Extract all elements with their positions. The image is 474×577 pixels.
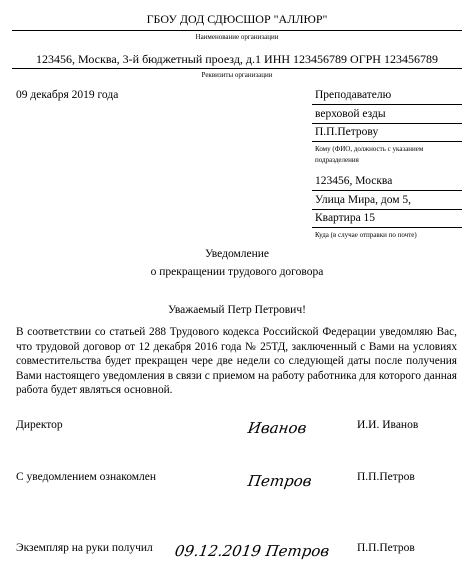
- recipient-position-line2: верховой езды: [315, 108, 386, 120]
- divider-line: [312, 104, 462, 105]
- signature-label-director: Директор: [16, 419, 63, 431]
- recipient-name: П.П.Петрову: [315, 126, 379, 138]
- divider-line: [12, 68, 462, 69]
- recipient-position-line1: Преподавателю: [315, 89, 392, 101]
- document-subtitle: о прекращении трудового договора: [150, 266, 324, 278]
- divider-line: [312, 227, 462, 228]
- organization-name-caption: Наименование организации: [195, 33, 279, 41]
- signature-label-acknowledged: С уведомлением ознакомлен: [16, 471, 157, 483]
- divider-line: [312, 123, 462, 124]
- requisites-caption: Реквизиты организации: [201, 71, 273, 79]
- recipient-caption-line2: подразделения: [315, 156, 359, 164]
- recipient-address-line1: 123456, Москва: [315, 175, 393, 187]
- address-caption: Куда (в случае отправки по почте): [315, 231, 417, 239]
- signatory-name-copy-received: П.П.Петров: [357, 542, 415, 554]
- document-title: Уведомление: [204, 248, 270, 260]
- handwritten-signature-director: Иванов: [246, 419, 308, 437]
- handwritten-date-and-signature: 09.12.2019 Петров: [173, 542, 331, 560]
- document-date: 09 декабря 2019 года: [16, 89, 119, 101]
- divider-line: [12, 30, 462, 31]
- organization-name: ГБОУ ДОД СДЮСШОР "АЛЛЮР": [146, 12, 328, 26]
- greeting: Уважаемый Петр Петрович!: [168, 304, 306, 316]
- signatory-name-director: И.И. Иванов: [357, 419, 419, 431]
- divider-line: [312, 141, 462, 142]
- body-paragraph: В соответствии со статьей 288 Трудового кодекса Российской Федерации уведомляю Вас, что трудовой договор от 12 декабря 2016 года № 25ТД, заключенный с Вами на условиях совместительства будет прекращен чере две недели со следующей даты после получения Вами настоящего уведомления в связи с приемом на работу работника для которого данная работа будет являться основной.: [16, 326, 457, 396]
- signatory-name-acknowledged: П.П.Петров: [357, 471, 415, 483]
- organization-requisites: 123456, Москва, 3-й бюджетный проезд, д.1 ИНН 123456789 ОГРН 123456789: [36, 52, 438, 66]
- handwritten-signature-acknowledged: Петров: [246, 472, 313, 490]
- signature-label-copy-received: Экземпляр на руки получил: [16, 542, 153, 554]
- divider-line: [312, 190, 462, 191]
- recipient-address-line2: Улица Мира, дом 5,: [315, 194, 412, 206]
- recipient-caption-line1: Кому (ФИО, должность с указанием: [315, 145, 424, 153]
- recipient-address-line3: Квартира 15: [315, 212, 376, 224]
- divider-line: [312, 209, 462, 210]
